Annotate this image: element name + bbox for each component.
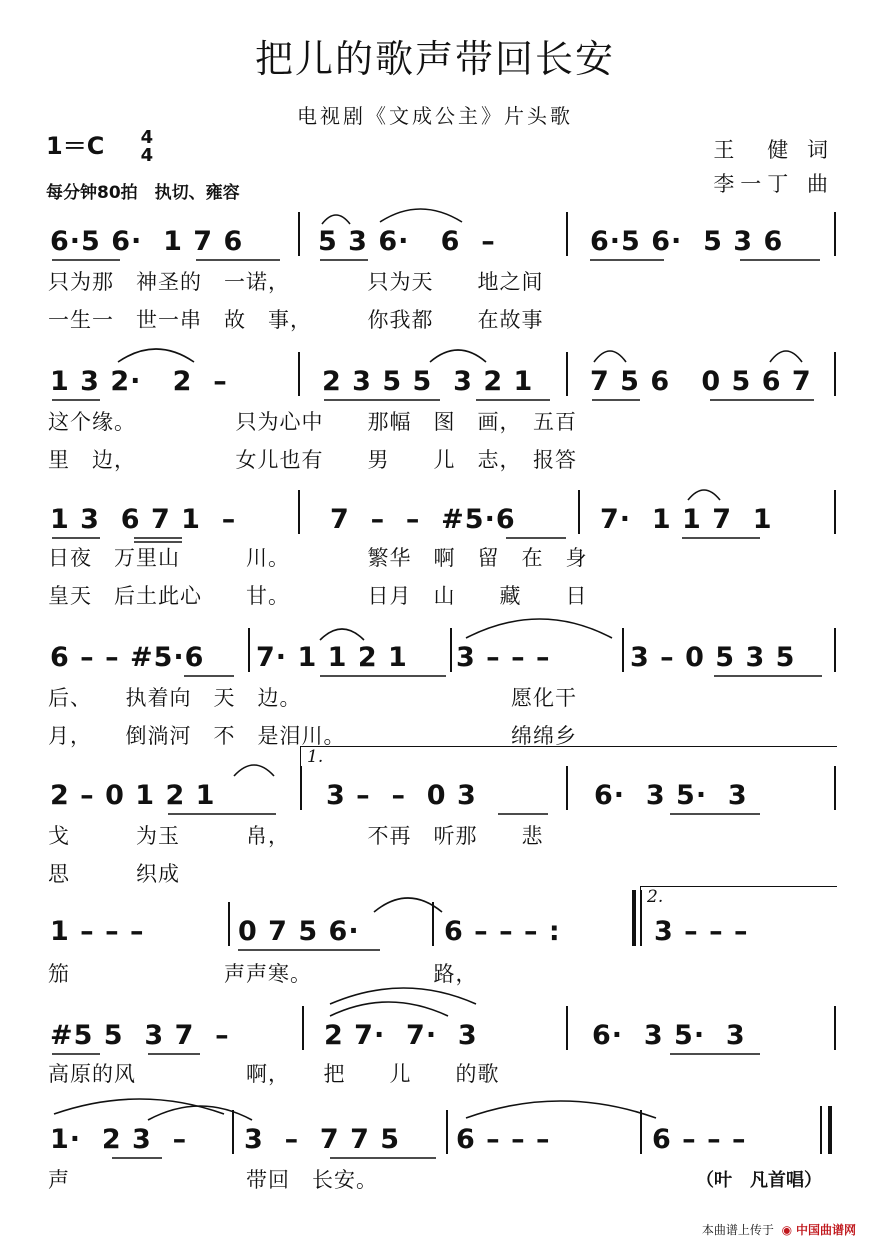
measure-notes: 1 – – – [50, 916, 145, 947]
measure-notes: 3 – – – [654, 916, 749, 947]
measure-notes: 3 – 7 7 5 [244, 1124, 401, 1155]
measure-notes: 1 3 2· 2 – [50, 366, 228, 397]
measure-notes: 3 – – – [456, 642, 551, 673]
measure-notes: 3 – 0 5 3 5 [630, 642, 796, 673]
measure-notes: 1 3 6 7 1 – [50, 504, 237, 535]
lyric-verse-2: 皇天 后土此心 甘。 日月 山 藏 日 [48, 584, 588, 608]
measure-notes: 6 – – – [652, 1124, 747, 1155]
measure-notes: 6 – – #5·6 [50, 642, 205, 673]
slur-arc [234, 765, 274, 776]
measure-notes: 6· 3 5· 3 [592, 1020, 746, 1051]
measure-notes: 7 5 6 0 5 6 7 [590, 366, 812, 397]
slur-arc [770, 351, 802, 362]
lyric-verse-1: 这个缘。 只为心中 那幅 图 画， 五百 [48, 410, 577, 434]
footer-prefix: 本曲谱上传于 [701, 1223, 774, 1237]
lyric-verse-2: 里 边， 女儿也有 男 儿 志， 报答 [48, 448, 577, 472]
slur-arc [374, 898, 442, 912]
lyric-verse-1: 笳 声声寒。 路， [48, 962, 478, 986]
slur-arc [148, 1106, 252, 1120]
lyric-verse-1: 只为那 神圣的 一诺， 只为天 地之间 [48, 270, 544, 294]
key-signature-text: 1＝C [46, 132, 105, 160]
slur-arc [466, 1101, 656, 1118]
lyric-verse-1: 戈 为玉 帛， 不再 听那 悲 [48, 824, 544, 848]
slur-arc [430, 350, 486, 362]
slur-arc [330, 988, 476, 1004]
slur-arc [118, 349, 194, 362]
time-signature-bottom: 4 [140, 145, 154, 166]
lyric-verse-1: 日夜 万里山 川。 繁华 啊 留 在 身 [48, 546, 588, 570]
measure-notes: 2 7· 7· 3 [324, 1020, 478, 1051]
measure-notes: 6·5 6· 1 7 6 [50, 226, 244, 257]
measure-notes: 5 3 6· 6 – [318, 226, 496, 257]
singer-credit: （叶 凡首唱） [696, 1170, 822, 1191]
measure-notes: 7· 1 1 2 1 [256, 642, 408, 673]
volta-number: 1. [307, 747, 324, 767]
slur-arc [594, 351, 626, 362]
measure-notes: 2 – 0 1 2 1 [50, 780, 216, 811]
tempo-marking: 每分钟80拍 执切、雍容 [46, 183, 240, 203]
measure-notes: #5 5 3 7 – [50, 1020, 230, 1051]
measure-notes: 0 7 5 6· [238, 916, 360, 947]
measure-notes: 6· 3 5· 3 [594, 780, 748, 811]
measure-notes: 3 – – 0 3 [326, 780, 477, 811]
measure-notes: 6·5 6· 5 3 6 [590, 226, 784, 257]
slur-arc [466, 619, 612, 638]
slur-arc [322, 215, 350, 224]
lyric-verse-2: 一生一 世一串 故 事， 你我都 在故事 [48, 308, 544, 332]
measure-notes: 7· 1 1 7 1 [600, 504, 773, 535]
measure-notes: 1· 2 3 – [50, 1124, 188, 1155]
song-title: 把儿的歌声带回长安 [254, 37, 615, 81]
lyric-verse-1: 声 带回 长安。 [48, 1168, 378, 1192]
footer-site-name: 中国曲谱网 [795, 1223, 856, 1237]
slur-arc [330, 1002, 448, 1016]
lyricist-credit: 王 健 词 [713, 138, 834, 162]
lyric-verse-2: 月， 倒淌河 不 是泪川。 绵绵乡 [48, 724, 577, 748]
song-subtitle: 电视剧《文成公主》片头歌 [297, 104, 573, 128]
site-footer [702, 1221, 856, 1238]
lyric-verse-1: 高原的风 啊， 把 儿 的歌 [48, 1062, 500, 1086]
measure-notes: 2 3 5 5 3 2 1 [322, 366, 534, 397]
measure-notes: 6 – – – [456, 1124, 551, 1155]
time-signature-top: 4 [140, 127, 154, 148]
composer-credit: 李一丁 曲 [713, 172, 834, 196]
footer-logo-icon: ◉ [781, 1223, 793, 1237]
slur-arc [380, 209, 462, 222]
lyric-verse-1: 后、 执着向 天 边。 愿化干 [48, 686, 577, 710]
measure-notes: 7 – – #5·6 [330, 504, 516, 535]
slur-arc [688, 490, 720, 500]
lyric-verse-2: 思 织成 [48, 862, 180, 886]
slur-arc [320, 629, 364, 640]
volta-number: 2. [647, 887, 664, 907]
measure-notes: 6 – – – : [444, 916, 561, 947]
